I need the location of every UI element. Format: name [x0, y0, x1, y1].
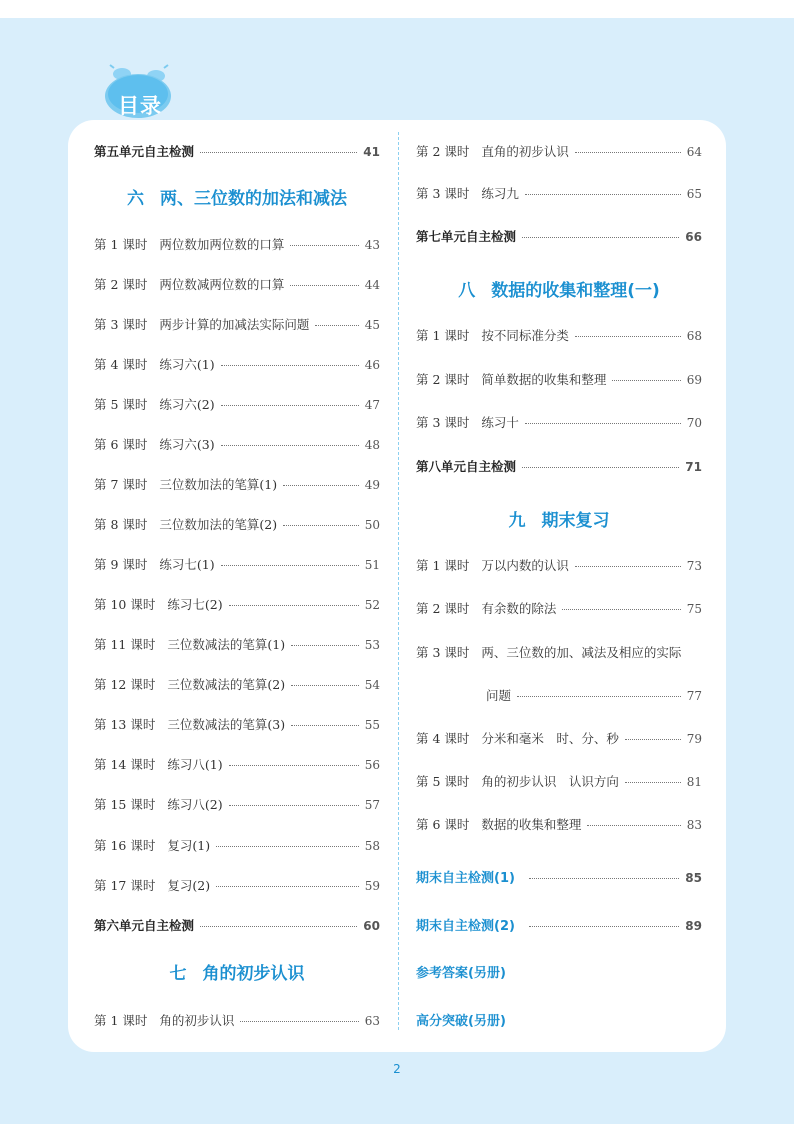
entry-title: 两步计算的加减法实际问题	[159, 317, 310, 332]
leader-dots	[529, 878, 679, 879]
toc-entry[interactable]	[94, 555, 380, 573]
toc-entry[interactable]	[94, 715, 380, 733]
lesson-number: 第 14 课时	[94, 757, 156, 772]
toc-entry[interactable]	[416, 326, 702, 344]
page-number-label: 54	[364, 678, 380, 692]
leader-dots	[221, 405, 359, 406]
toc-entry[interactable]	[94, 395, 380, 413]
entry-title: 两位数加两位数的口算	[159, 237, 285, 252]
page-number-label: 44	[364, 278, 380, 292]
leader-dots	[290, 285, 358, 286]
entry-title: 万以内数的认识	[481, 558, 569, 573]
entry-title: 第七单元自主检测	[416, 229, 517, 244]
entry-title: 问题	[486, 688, 512, 703]
page-number-label: 51	[364, 558, 380, 572]
entry-title: 参考答案(另册)	[416, 966, 506, 981]
toc-entry[interactable]	[416, 729, 702, 747]
page-number-label: 75	[686, 602, 702, 616]
entry-title: 两位数减两位数的口算	[159, 277, 285, 292]
lesson-number: 第 12 课时	[94, 677, 156, 692]
leader-dots	[291, 725, 359, 726]
leader-dots	[221, 565, 359, 566]
unit-title: 两、三位数的加法和减法	[160, 189, 347, 209]
entry-title: 第八单元自主检测	[416, 459, 517, 474]
leader-dots	[200, 152, 357, 153]
entry-title: 练习七(1)	[159, 557, 215, 572]
unit-title: 角的初步认识	[202, 964, 305, 984]
leader-dots	[221, 365, 359, 366]
lesson-number: 第 2 课时	[416, 372, 470, 387]
lesson-number: 第 5 课时	[94, 397, 148, 412]
entry-title: 第五单元自主检测	[94, 144, 195, 159]
page-number-label: 53	[364, 638, 380, 652]
toc-entry[interactable]	[94, 275, 380, 293]
page-number-label: 49	[364, 478, 380, 492]
leader-dots	[522, 237, 679, 238]
leader-dots	[522, 467, 679, 468]
page-number-label: 73	[686, 559, 702, 573]
toc-entry[interactable]	[94, 795, 380, 813]
leader-dots	[625, 739, 681, 740]
page-number-label: 70	[686, 416, 702, 430]
lesson-number: 第 2 课时	[416, 601, 470, 616]
page-number-label: 46	[364, 358, 380, 372]
toc-entry[interactable]	[94, 475, 380, 493]
toc-entry[interactable]	[416, 772, 702, 790]
entry-title: 练习九	[481, 186, 519, 201]
toc-highlight-entry[interactable]	[416, 962, 702, 981]
page-number-label: 60	[363, 919, 380, 933]
toc-entry[interactable]	[416, 556, 702, 574]
leader-dots	[283, 525, 359, 526]
entry-title: 三位数减法的笔算(2)	[167, 677, 286, 692]
toc-entry[interactable]	[94, 876, 380, 894]
toc-entry[interactable]	[94, 355, 380, 373]
entry-title: 分米和毫米 时、分、秒	[481, 731, 619, 746]
toc-test-entry[interactable]	[416, 457, 702, 475]
lesson-number: 第 3 课时	[416, 415, 470, 430]
leader-dots	[612, 380, 680, 381]
toc-entry[interactable]	[416, 413, 702, 431]
unit-number: 九	[508, 511, 526, 531]
page-number-label: 77	[686, 689, 702, 703]
page-number-label: 64	[686, 145, 702, 159]
toc-title: 目录	[118, 94, 162, 118]
leader-dots	[315, 325, 358, 326]
page-number-label: 68	[686, 329, 702, 343]
page-number-label: 79	[686, 732, 702, 746]
page-number-label: 85	[685, 871, 702, 885]
unit-title: 数据的收集和整理(一)	[491, 281, 660, 301]
entry-title: 练习六(3)	[159, 437, 215, 452]
page-number-label: 58	[364, 839, 380, 853]
lesson-number: 第 7 课时	[94, 477, 148, 492]
leader-dots	[291, 685, 359, 686]
lesson-number: 第 4 课时	[94, 357, 148, 372]
leader-dots	[517, 696, 681, 697]
leader-dots	[229, 605, 359, 606]
entry-title: 角的初步认识	[159, 1013, 235, 1028]
page-number-label: 89	[685, 919, 702, 933]
leader-dots	[562, 609, 680, 610]
lesson-number: 第 1 课时	[94, 1013, 148, 1028]
entry-title: 练习七(2)	[167, 597, 223, 612]
page-number-label: 50	[364, 518, 380, 532]
leader-dots	[575, 152, 681, 153]
page-number-label: 81	[686, 775, 702, 789]
entry-title: 三位数加法的笔算(1)	[159, 477, 278, 492]
entry-title: 角的初步认识 认识方向	[481, 774, 619, 789]
leader-dots	[283, 485, 359, 486]
entry-title: 复习(1)	[167, 838, 211, 853]
page-number-label: 57	[364, 798, 380, 812]
lesson-number: 第 6 课时	[94, 437, 148, 452]
entry-title: 复习(2)	[167, 878, 211, 893]
toc-entry[interactable]	[94, 755, 380, 773]
entry-title: 高分突破(另册)	[416, 1014, 506, 1029]
page-number-label: 66	[685, 230, 702, 244]
page-number-label: 55	[364, 718, 380, 732]
toc-entry[interactable]	[416, 142, 702, 160]
page-number-label: 48	[364, 438, 380, 452]
lesson-number: 第 10 课时	[94, 597, 156, 612]
toc-test-entry[interactable]	[416, 227, 702, 245]
entry-title: 期末自主检测(1)	[416, 871, 515, 886]
lesson-number: 第 1 课时	[416, 558, 470, 573]
entry-title: 练习八(2)	[167, 797, 223, 812]
lesson-number: 第 15 课时	[94, 797, 156, 812]
leader-dots	[625, 782, 681, 783]
unit-number: 六	[127, 189, 144, 209]
lesson-number: 第 2 课时	[416, 144, 470, 159]
lesson-number: 第 1 课时	[416, 328, 470, 343]
toc-entry[interactable]	[94, 675, 380, 693]
entry-title: 三位数减法的笔算(1)	[167, 637, 286, 652]
leader-dots	[525, 423, 681, 424]
unit-heading	[416, 506, 702, 531]
page-number: 2	[393, 1062, 401, 1076]
lesson-number: 第 4 课时	[416, 731, 470, 746]
toc-entry[interactable]	[416, 599, 702, 617]
toc-entry[interactable]	[416, 643, 702, 661]
lesson-number: 第 3 课时	[94, 317, 148, 332]
page-number-label: 83	[686, 818, 702, 832]
toc-entry[interactable]	[94, 635, 380, 653]
lesson-number: 第 16 课时	[94, 838, 156, 853]
lesson-number: 第 2 课时	[94, 277, 148, 292]
entry-title: 三位数加法的笔算(2)	[159, 517, 278, 532]
toc-card	[68, 120, 726, 1052]
entry-title: 两、三位数的加、减法及相应的实际	[481, 645, 682, 660]
page-number-label: 63	[364, 1014, 380, 1028]
leader-dots	[525, 194, 681, 195]
toc-entry[interactable]	[94, 836, 380, 854]
toc-entry[interactable]	[94, 235, 380, 253]
entry-title: 有余数的除法	[481, 601, 557, 616]
entry-title: 简单数据的收集和整理	[481, 372, 607, 387]
toc-entry[interactable]	[416, 184, 702, 202]
toc-entry[interactable]	[416, 370, 702, 388]
leader-dots	[529, 926, 679, 927]
entry-title: 期末自主检测(2)	[416, 919, 515, 934]
toc-entry[interactable]	[94, 515, 380, 533]
page-number-label: 43	[364, 238, 380, 252]
lesson-number: 第 17 课时	[94, 878, 156, 893]
entry-title: 练习六(1)	[159, 357, 215, 372]
leader-dots	[240, 1021, 358, 1022]
lesson-number: 第 3 课时	[416, 186, 470, 201]
toc-test-entry[interactable]	[94, 916, 380, 934]
leader-dots	[291, 645, 359, 646]
leader-dots	[587, 825, 680, 826]
unit-title: 期末复习	[541, 511, 610, 531]
toc-entry[interactable]	[486, 686, 702, 704]
lesson-number: 第 6 课时	[416, 817, 470, 832]
entry-title: 按不同标准分类	[481, 328, 569, 343]
leader-dots	[229, 805, 359, 806]
entry-title: 第六单元自主检测	[94, 918, 195, 933]
page-number-label: 47	[364, 398, 380, 412]
page-number-label: 56	[364, 758, 380, 772]
page-number-label: 41	[363, 145, 380, 159]
entry-title: 练习十	[481, 415, 519, 430]
page-number-label: 69	[686, 373, 702, 387]
entry-title: 练习八(1)	[167, 757, 223, 772]
leader-dots	[221, 445, 359, 446]
leader-dots	[229, 765, 359, 766]
lesson-number: 第 5 课时	[416, 774, 470, 789]
toc-highlight-entry[interactable]	[416, 1010, 702, 1029]
page-number-label: 65	[686, 187, 702, 201]
lesson-number: 第 3 课时	[416, 645, 470, 660]
toc-highlight-entry[interactable]	[416, 867, 702, 886]
toc-entry[interactable]	[416, 815, 702, 833]
entry-title: 数据的收集和整理	[481, 817, 582, 832]
toc-entry[interactable]	[94, 1011, 380, 1029]
leader-dots	[290, 245, 358, 246]
page-number-label: 45	[364, 318, 380, 332]
entry-title: 直角的初步认识	[481, 144, 569, 159]
lesson-number: 第 11 课时	[94, 637, 156, 652]
unit-number: 七	[169, 964, 187, 984]
page-number-label: 52	[364, 598, 380, 612]
leader-dots	[200, 926, 357, 927]
lesson-number: 第 9 课时	[94, 557, 148, 572]
leader-dots	[216, 886, 359, 887]
unit-heading	[416, 276, 702, 301]
toc-test-entry[interactable]	[94, 142, 380, 160]
unit-heading	[94, 184, 380, 209]
toc-entry[interactable]	[94, 315, 380, 333]
toc-highlight-entry[interactable]	[416, 915, 702, 934]
toc-entry[interactable]	[94, 435, 380, 453]
unit-number: 八	[458, 281, 476, 301]
entry-title: 练习六(2)	[159, 397, 215, 412]
leader-dots	[575, 336, 681, 337]
leader-dots	[216, 846, 359, 847]
page-number-label: 71	[685, 460, 702, 474]
entry-title: 三位数减法的笔算(3)	[167, 717, 286, 732]
toc-entry[interactable]	[94, 595, 380, 613]
column-divider	[398, 132, 399, 1030]
lesson-number: 第 8 课时	[94, 517, 148, 532]
lesson-number: 第 1 课时	[94, 237, 148, 252]
leader-dots	[575, 566, 681, 567]
lesson-number: 第 13 课时	[94, 717, 156, 732]
page-number-label: 59	[364, 879, 380, 893]
unit-heading	[94, 959, 380, 984]
